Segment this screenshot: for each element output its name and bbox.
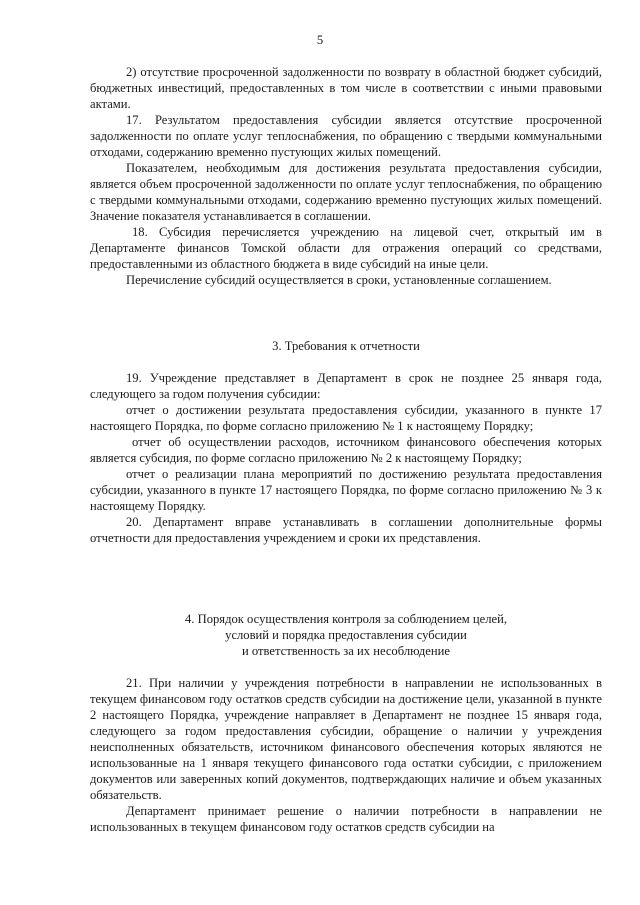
section-4-title	[90, 611, 602, 659]
section-4-title-line-2: условий и порядка предоставления субсидии	[225, 628, 467, 642]
page-number: 5	[316, 33, 324, 47]
paragraph-condition-2: 2) отсутствие просроченной задолженности по возврату в областной бюджет субсидий, бюджетных инвестиций, предоставленных в том числе в соответствии с иными правовыми актами.	[90, 65, 602, 111]
paragraph-department-decision: Департамент принимает решение о наличии потребности в направлении не использованных в текущем финансовом году остатков средств субсидии на	[90, 804, 602, 834]
section-4-title-line-1: 4. Порядок осуществления контроля за соблюдением целей,	[185, 612, 507, 626]
paragraph-report-1: отчет о достижении результата предоставления субсидии, указанного в пункте 17 настоящего Порядка, по форме согласно приложению № 1 к настоящему Порядку;	[90, 403, 602, 433]
paragraph-21: 21. При наличии у учреждения потребности в направлении не использованных в текущем финансовом году остатков средств субсидии на достижение цели, указанной в пункте 2 настоящего Порядка, учреждение направляет в Департамент не позднее 15 января года, следующего за годом предоставления субсидии, обращение о наличии у учреждения неисполненных обязательств, источником финансового обеспечения которых являются не использованные на 1 января текущего финансового года остатки субсидии, с приложением документов или заверенных копий документов, подтверждающих наличие и объем указанных обязательств.	[90, 676, 602, 802]
paragraph-17: 17. Результатом предоставления субсидии является отсутствие просроченной задолженности по оплате услуг теплоснабжения, по обращению с твердыми коммунальными отходами, содержанию временно пустующих жилых помещений.	[90, 113, 602, 159]
paragraph-18: 18. Субсидия перечисляется учреждению на лицевой счет, открытый им в Департаменте финансов Томской области для отражения операций со средствами, предоставленными из областного бюджета в виде субсидий на иные цели.	[90, 225, 602, 271]
section-3-title: 3. Требования к отчетности	[272, 339, 420, 353]
paragraph-transfer-terms: Перечисление субсидий осуществляется в сроки, установленные соглашением.	[126, 273, 552, 287]
section-2-continuation	[90, 64, 602, 288]
section-3-body	[90, 370, 602, 546]
section-4-body	[90, 675, 602, 835]
paragraph-indicator: Показателем, необходимым для достижения результата предоставления субсидии, является объем просроченной задолженности по оплате услуг теплоснабжения, по обращению с твердыми коммунальными отходами, содержанию временно пустующих жилых помещений. Значение показателя устанавливается в соглашении.	[90, 161, 602, 223]
paragraph-report-3: отчет о реализации плана мероприятий по достижению результата предоставления субсидии, указанного в пункте 17 настоящего Порядка, по форме согласно приложению № 3 к настоящему Порядку.	[90, 467, 602, 513]
paragraph-20: 20. Департамент вправе устанавливать в соглашении дополнительные формы отчетности для предоставления учреждением и сроки их представления.	[90, 515, 602, 545]
paragraph-report-2: отчет об осуществлении расходов, источником финансового обеспечения которых является субсидия, по форме согласно приложению № 2 к настоящему Порядку;	[90, 435, 602, 465]
paragraph-19: 19. Учреждение представляет в Департамент в срок не позднее 25 января года, следующего за годом получения субсидии:	[90, 371, 602, 401]
section-4-title-line-3: и ответственность за их несоблюдение	[242, 644, 450, 658]
